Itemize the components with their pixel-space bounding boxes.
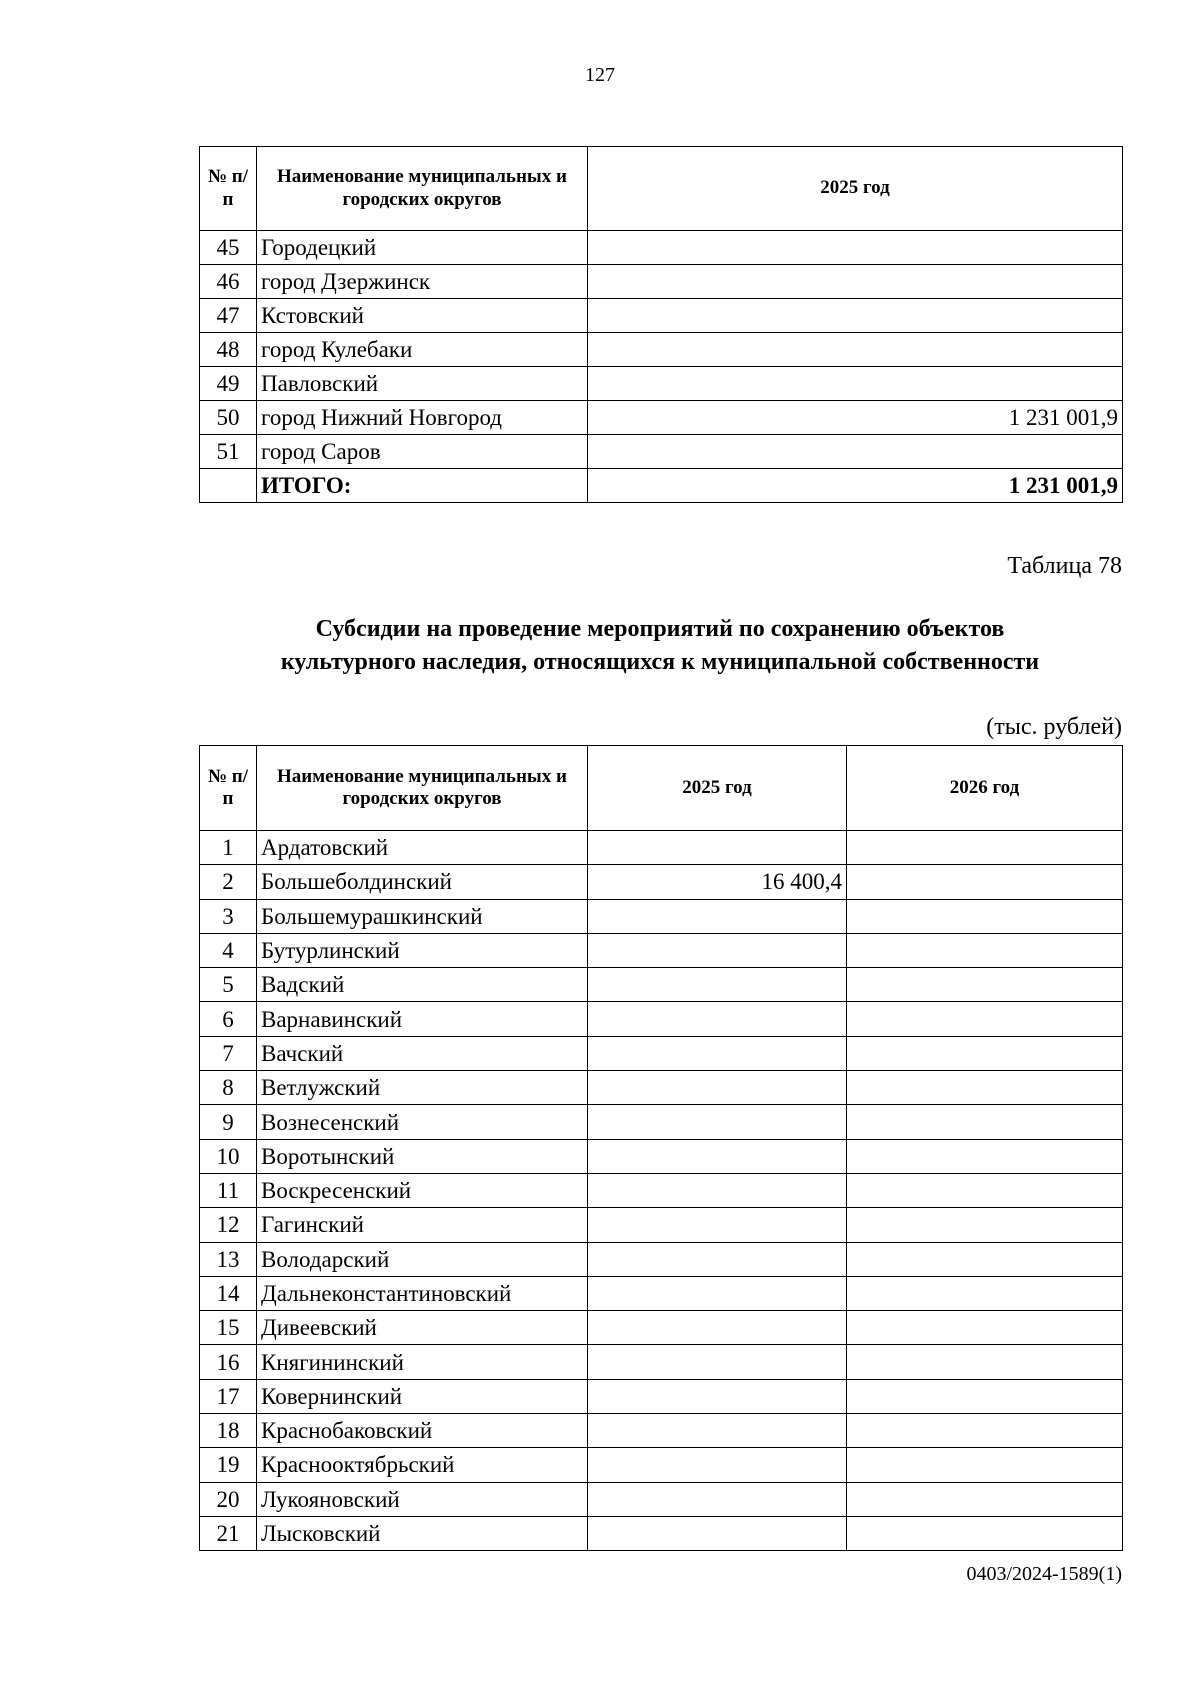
row-value-2025 (588, 1516, 847, 1550)
row-value-2026 (847, 831, 1123, 865)
row-value-2026 (847, 1516, 1123, 1550)
row-number: 49 (200, 367, 257, 401)
row-name: Вачский (257, 1036, 588, 1070)
row-number: 45 (200, 231, 257, 265)
row-number: 13 (200, 1242, 257, 1276)
table-row (200, 367, 1123, 401)
row-name: Володарский (257, 1242, 588, 1276)
table-row (200, 1345, 1123, 1379)
row-number: 47 (200, 299, 257, 333)
table-row (200, 1276, 1123, 1310)
row-number: 20 (200, 1482, 257, 1516)
total-value-2025: 1 231 001,9 (588, 469, 1123, 503)
row-name: Павловский (257, 367, 588, 401)
total-label: ИТОГО: (257, 469, 588, 503)
total-empty-cell (200, 469, 257, 503)
row-value-2025 (588, 1311, 847, 1345)
row-number: 48 (200, 333, 257, 367)
row-value-2025 (588, 1345, 847, 1379)
row-value-2026 (847, 1173, 1123, 1207)
row-number: 5 (200, 968, 257, 1002)
row-value-2025 (588, 831, 847, 865)
row-name: Краснооктябрьский (257, 1448, 588, 1482)
row-value-2025 (588, 933, 847, 967)
row-number: 21 (200, 1516, 257, 1550)
row-name: город Саров (257, 435, 588, 469)
row-value-2025 (588, 1139, 847, 1173)
row-value-2025 (588, 333, 1123, 367)
row-value-2025 (588, 1071, 847, 1105)
row-name: Городецкий (257, 231, 588, 265)
table-header-row (200, 746, 1123, 831)
row-value-2026 (847, 1036, 1123, 1070)
table-row (200, 865, 1123, 899)
row-name: Дивеевский (257, 1311, 588, 1345)
table-row (200, 1482, 1123, 1516)
table-title (0, 613, 1200, 679)
row-number: 50 (200, 401, 257, 435)
row-value-2025 (588, 1208, 847, 1242)
page-number: 127 (585, 64, 615, 86)
row-value-2025 (588, 1105, 847, 1139)
row-value-2026 (847, 933, 1123, 967)
row-number: 4 (200, 933, 257, 967)
row-value-2026 (847, 1345, 1123, 1379)
row-value-2026 (847, 1448, 1123, 1482)
row-name: Варнавинский (257, 1002, 588, 1036)
row-number: 1 (200, 831, 257, 865)
header-num: № п/п (200, 147, 257, 231)
header-2025: 2025 год (588, 147, 1123, 231)
row-number: 2 (200, 865, 257, 899)
row-number: 10 (200, 1139, 257, 1173)
row-value-2025 (588, 1448, 847, 1482)
table-row (200, 1242, 1123, 1276)
row-value-2026 (847, 899, 1123, 933)
table-row (200, 401, 1123, 435)
row-value-2025 (588, 299, 1123, 333)
table-row (200, 299, 1123, 333)
header-num: № п/п (200, 746, 257, 831)
row-value-2026 (847, 1414, 1123, 1448)
row-name: город Кулебаки (257, 333, 588, 367)
row-value-2026 (847, 1379, 1123, 1413)
row-value-2025 (588, 1242, 847, 1276)
row-name: Лукояновский (257, 1482, 588, 1516)
row-value-2026 (847, 1482, 1123, 1516)
row-name: Вознесенский (257, 1105, 588, 1139)
row-name: Воротынский (257, 1139, 588, 1173)
document-code: 0403/2024-1589(1) (966, 1563, 1122, 1585)
table-row (200, 831, 1123, 865)
row-name: Кстовский (257, 299, 588, 333)
row-number: 6 (200, 1002, 257, 1036)
table-title-line-1: Субсидии на проведение мероприятий по сохранению объектов (315, 616, 1005, 642)
row-name: Лысковский (257, 1516, 588, 1550)
row-value-2025 (588, 968, 847, 1002)
row-name: Краснобаковский (257, 1414, 588, 1448)
row-value-2026 (847, 1071, 1123, 1105)
table-label: Таблица 78 (1007, 553, 1122, 579)
table-row (200, 1002, 1123, 1036)
row-value-2026 (847, 1276, 1123, 1310)
row-value-2025 (588, 1379, 847, 1413)
row-name: город Дзержинск (257, 265, 588, 299)
row-name: Бутурлинский (257, 933, 588, 967)
row-value-2025: 1 231 001,9 (588, 401, 1123, 435)
row-name: Ковернинский (257, 1379, 588, 1413)
table-row (200, 435, 1123, 469)
row-value-2025 (588, 1276, 847, 1310)
row-number: 15 (200, 1311, 257, 1345)
row-value-2025 (588, 1173, 847, 1207)
row-value-2026 (847, 1242, 1123, 1276)
row-value-2026 (847, 1105, 1123, 1139)
header-name: Наименование муниципальных и городских округов (257, 147, 588, 231)
row-number: 7 (200, 1036, 257, 1070)
table-row (200, 1208, 1123, 1242)
table-cultural-heritage-subsidies (199, 745, 1123, 1551)
table-municipal-2025-continued (199, 146, 1123, 503)
row-value-2025 (588, 265, 1123, 299)
row-number: 9 (200, 1105, 257, 1139)
row-value-2026 (847, 1208, 1123, 1242)
row-name: Большеболдинский (257, 865, 588, 899)
table-row (200, 1173, 1123, 1207)
table-row (200, 1379, 1123, 1413)
row-name: Ветлужский (257, 1071, 588, 1105)
row-value-2025 (588, 1482, 847, 1516)
row-number: 18 (200, 1414, 257, 1448)
row-number: 14 (200, 1276, 257, 1310)
row-number: 51 (200, 435, 257, 469)
row-name: Ардатовский (257, 831, 588, 865)
total-row (200, 469, 1123, 503)
row-number: 3 (200, 899, 257, 933)
table-title-line-2: культурного наследия, относящихся к муниципальной собственности (280, 649, 1040, 676)
row-value-2026 (847, 968, 1123, 1002)
table-row (200, 1311, 1123, 1345)
table-row (200, 1516, 1123, 1550)
table-row (200, 231, 1123, 265)
row-number: 11 (200, 1173, 257, 1207)
table-row (200, 1414, 1123, 1448)
row-value-2025 (588, 435, 1123, 469)
row-number: 19 (200, 1448, 257, 1482)
row-value-2026 (847, 1311, 1123, 1345)
row-value-2025 (588, 231, 1123, 265)
row-value-2025 (588, 1036, 847, 1070)
row-value-2026 (847, 865, 1123, 899)
table-row (200, 333, 1123, 367)
header-2026: 2026 год (847, 746, 1123, 831)
row-name: Гагинский (257, 1208, 588, 1242)
row-name: Воскресенский (257, 1173, 588, 1207)
row-name: Дальнеконстантиновский (257, 1276, 588, 1310)
units-label: (тыс. рублей) (986, 714, 1122, 740)
row-name: город Нижний Новгород (257, 401, 588, 435)
row-name: Большемурашкинский (257, 899, 588, 933)
table-header-row (200, 147, 1123, 231)
header-name: Наименование муниципальных и городских округов (257, 746, 588, 831)
row-value-2025 (588, 367, 1123, 401)
row-value-2025 (588, 1002, 847, 1036)
table-row (200, 1036, 1123, 1070)
table-row (200, 265, 1123, 299)
row-number: 17 (200, 1379, 257, 1413)
table-row (200, 933, 1123, 967)
row-number: 8 (200, 1071, 257, 1105)
table-row (200, 1139, 1123, 1173)
row-number: 46 (200, 265, 257, 299)
table-row (200, 899, 1123, 933)
table-row (200, 968, 1123, 1002)
table-row (200, 1105, 1123, 1139)
row-name: Княгининский (257, 1345, 588, 1379)
header-2025: 2025 год (588, 746, 847, 831)
row-value-2026 (847, 1139, 1123, 1173)
row-value-2025 (588, 899, 847, 933)
row-number: 16 (200, 1345, 257, 1379)
table-row (200, 1448, 1123, 1482)
row-value-2025 (588, 1414, 847, 1448)
row-value-2026 (847, 1002, 1123, 1036)
row-value-2025: 16 400,4 (588, 865, 847, 899)
row-name: Вадский (257, 968, 588, 1002)
row-number: 12 (200, 1208, 257, 1242)
table-row (200, 1071, 1123, 1105)
